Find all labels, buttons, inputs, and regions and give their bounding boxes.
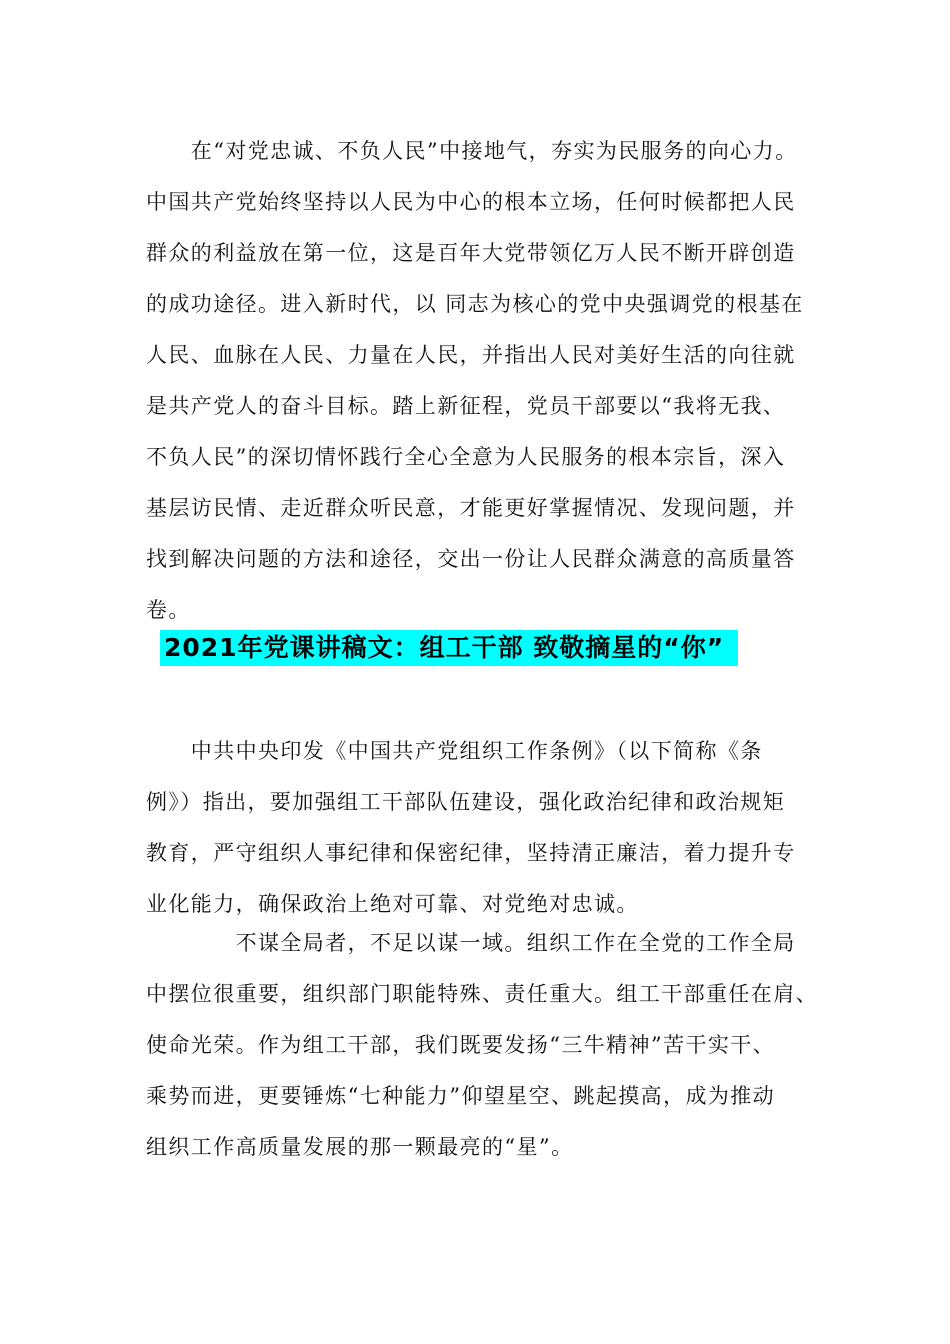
paragraph-line: 乘势而进，更要锤炼“七种能力”仰望星空、跳起摸高，成为推动 bbox=[146, 1084, 776, 1108]
section-heading bbox=[160, 630, 738, 666]
paragraph-line: 例》）指出，要加强组工干部队伍建设，强化政治纪律和政治规矩 bbox=[146, 790, 786, 814]
paragraph-line: 不负人民”的深切情怀践行全心全意为人民服务的根本宗旨，深入 bbox=[146, 445, 786, 469]
paragraph-line: 群众的利益放在第一位，这是百年大党带领亿万人民不断开辟创造 bbox=[146, 241, 796, 265]
paragraph-line: 卷。 bbox=[146, 598, 191, 622]
paragraph-line: 人民、血脉在人民、力量在人民，并指出人民对美好生活的向往就 bbox=[146, 343, 796, 367]
paragraph-regulations bbox=[146, 726, 806, 930]
paragraph-line: 中共中央印发《中国共产党组织工作条例》（以下简称《条 bbox=[146, 739, 763, 763]
paragraph-line: 找到解决问题的方法和途径，交出一份让人民群众满意的高质量答 bbox=[146, 547, 796, 571]
paragraph-line: 是共产党人的奋斗目标。踏上新征程，党员干部要以“我将无我、 bbox=[146, 394, 786, 418]
paragraph-line: 业化能力，确保政治上绝对可靠、对党绝对忠诚。 bbox=[146, 892, 639, 916]
heading-title: 2021年党课讲稿文：组工干部 致敬摘星的“你” bbox=[160, 630, 738, 666]
paragraph-line: 在“对党忠诚、不负人民”中接地气，夯实为民服务的向心力。 bbox=[146, 139, 798, 163]
paragraph-line: 教育，严守组织人事纪律和保密纪律，坚持清正廉洁，着力提升专 bbox=[146, 841, 796, 865]
paragraph-line: 中摆位很重要，组织部门职能特殊、责任重大。组工干部重任在肩、 bbox=[146, 982, 818, 1006]
paragraph-people-centered bbox=[146, 126, 806, 636]
paragraph-line: 使命光荣。作为组工干部，我们既要发扬“三牛精神”苦干实干、 bbox=[146, 1033, 776, 1057]
paragraph-line: 基层访民情、走近群众听民意，才能更好掌握情况、发现问题，并 bbox=[146, 496, 796, 520]
paragraph-line: 中国共产党始终坚持以人民为中心的根本立场，任何时候都把人民 bbox=[146, 190, 796, 214]
paragraph-line: 组织工作高质量发展的那一颗最亮的“星”。 bbox=[146, 1135, 574, 1159]
paragraph-line: 不谋全局者，不足以谋一域。组织工作在全党的工作全局 bbox=[146, 931, 796, 955]
paragraph-line: 的成功途径。进入新时代，以 同志为核心的党中央强调党的根基在 bbox=[146, 292, 804, 316]
paragraph-overall-situation bbox=[146, 918, 818, 1173]
